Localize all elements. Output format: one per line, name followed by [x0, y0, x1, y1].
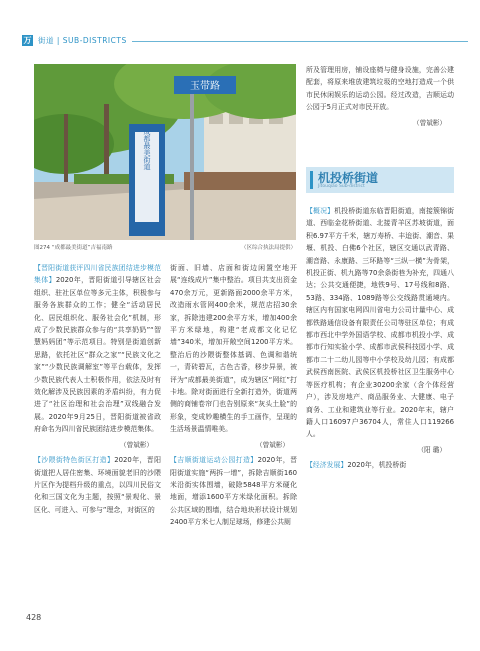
page-number: 428	[26, 613, 42, 622]
section-title: 街道 | SUB-DISTRICTS	[38, 36, 127, 45]
heading-accent-bar	[310, 171, 313, 189]
paragraph: 所及管理用房，铺设座椅与健身设施，完善公建配套，将原来堆放建筑垃圾的空地打造成一个供市民休闲娱乐的运动公园。经过改造，吉顺运动公园于5月正式对市民开放。	[306, 66, 454, 112]
section-heading: 【沙隈街特色街区打造】	[34, 456, 115, 465]
column-1	[34, 262, 161, 516]
banner-text: 成都最美街道	[143, 128, 151, 170]
section-heading: 【晋阳街道获评四川省民族团结进步模范集体】	[34, 264, 161, 285]
section-heading: 【吉顺街道运动公园打造】	[170, 456, 258, 465]
paragraph: 2020年，晋阳街道实施“两拆一增”，拆除吉顺街160米沿街实体围墙，破除5848平方米硬化地面，增添1600平方米绿化面积。拆除公共区域的围墙，结合地块形状设计规划2400平方米七人制足球场，修建公共厕	[170, 456, 297, 527]
paragraph: 2020年，机投桥街	[347, 461, 407, 470]
section-heading: 【概况】	[306, 207, 335, 215]
author-signature: （曾斌彬）	[120, 440, 153, 449]
column-2	[170, 262, 297, 529]
street-heading-box	[306, 167, 454, 193]
paragraph: 机投桥街道东临晋阳街道，南接簇锦街道、西临金花桥街道、北接青羊区苏坡街道，面积6.97平方千米，辖万寿桥、丰迨街、潮音、果堰、机投、白佛6个社区，辖区交通以武青路、潮音路、永康路、三环路等“三纵一横”为骨架，机投正街、机九路等70余条街巷为补充，四通八达；公共交通便捷，地铁9号、17号线和8路、53路、334路、1089路等公交线路贯通境内。辖区内有国家电网四川省电力公司计量中心、成都铁路通信设备有限责任公司等驻区单位；有成都市西北中学外国语学校、成都市机投小学、成都市行知实验小学、成都市武侯科技园小学、成都市二十二幼儿园等中小学校及幼儿园；有成都武侯西南医院、武侯区机投桥社区卫生服务中心等医疗机构；有企业30200余家（含个体经营户），涉及房地产、商品服务业、大健康、电子商务、工业和建筑业等行业。2020年末，辖户籍人口16097户36704人，常住人口119266人。	[306, 207, 455, 439]
street-sign-text: 玉带路	[190, 81, 220, 92]
paragraph: 街面、旧墙、店面和街边闲置空地开展“连线成片”集中整治。项目共支出资金470余万元，更新路面2000余平方米，改造雨水管网400余米，规范店招30余家，拆除违建200余平方米，增加400余平方米绿地，构建“老成都文化记忆墙”340米，增加开敞空间1200平方米。整治后的沙隈街整体基调、色调和谐统一，青砖碧瓦，古色古香，移步异景，被评为“成都最美街道”，成为辖区“网红”打卡地。除对街面进行全新打造外，街道两侧的商铺卷帘门也告别原来“灰头土脸”的形象，变成妙趣横生的手工画作，呈现的生活场景温情唯美。	[170, 264, 297, 434]
paragraph: 2020年，晋阳街道引导辖区社会组织、驻社区单位等多元主体，积极参与服务各族群众的工作；健全“活动居民化、居民组织化、服务社会化”机制，形成了少数民族群众参与的“共享奶奶”“智慧妈妈团”等示范项目。特别是街道创新思路，依托社区“群众之家”“民族文化之家”“少数民族调解室”等平台载体，发挥少数民族代表人士积极作用，依法及时有效化解涉及民族因素的矛盾纠纷，有力促进了“社区治理和社会治理”双线融合发展。2020年9月25日，晋阳街道被省政府命名为四川省民族团结进步模范集体。	[34, 276, 161, 434]
street-photo	[34, 64, 296, 240]
header-rule	[132, 41, 468, 42]
street-subtitle: Jitouqiao Sub-district	[318, 184, 365, 189]
street-title: 机投桥街道	[318, 171, 379, 185]
paragraph: 2020年，晋阳街道把人居住密集、环境面貌老旧的沙隈片区作为提档升级的重点，以四川民俗文化和三国文化为主题，按照“景观化、景区化、可进入、可参与”理念，对街区的	[34, 456, 161, 514]
section-heading: 【经济发展】	[306, 461, 348, 470]
caption-right: （区综合执法局提供）	[240, 245, 296, 251]
running-header	[22, 35, 468, 49]
photo-caption	[34, 243, 296, 251]
author-signature: （曾斌彬）	[413, 118, 446, 127]
section-icon: 万	[23, 36, 32, 45]
author-signature: （阳 璐）	[417, 445, 446, 454]
column-3-bottom	[306, 205, 454, 472]
column-3-top	[306, 64, 454, 132]
author-signature: （曾斌彬）	[256, 440, 289, 449]
caption-left: 图274 “成都最美街道”吉福南路	[34, 245, 113, 251]
street-photo-illustration	[34, 64, 296, 240]
